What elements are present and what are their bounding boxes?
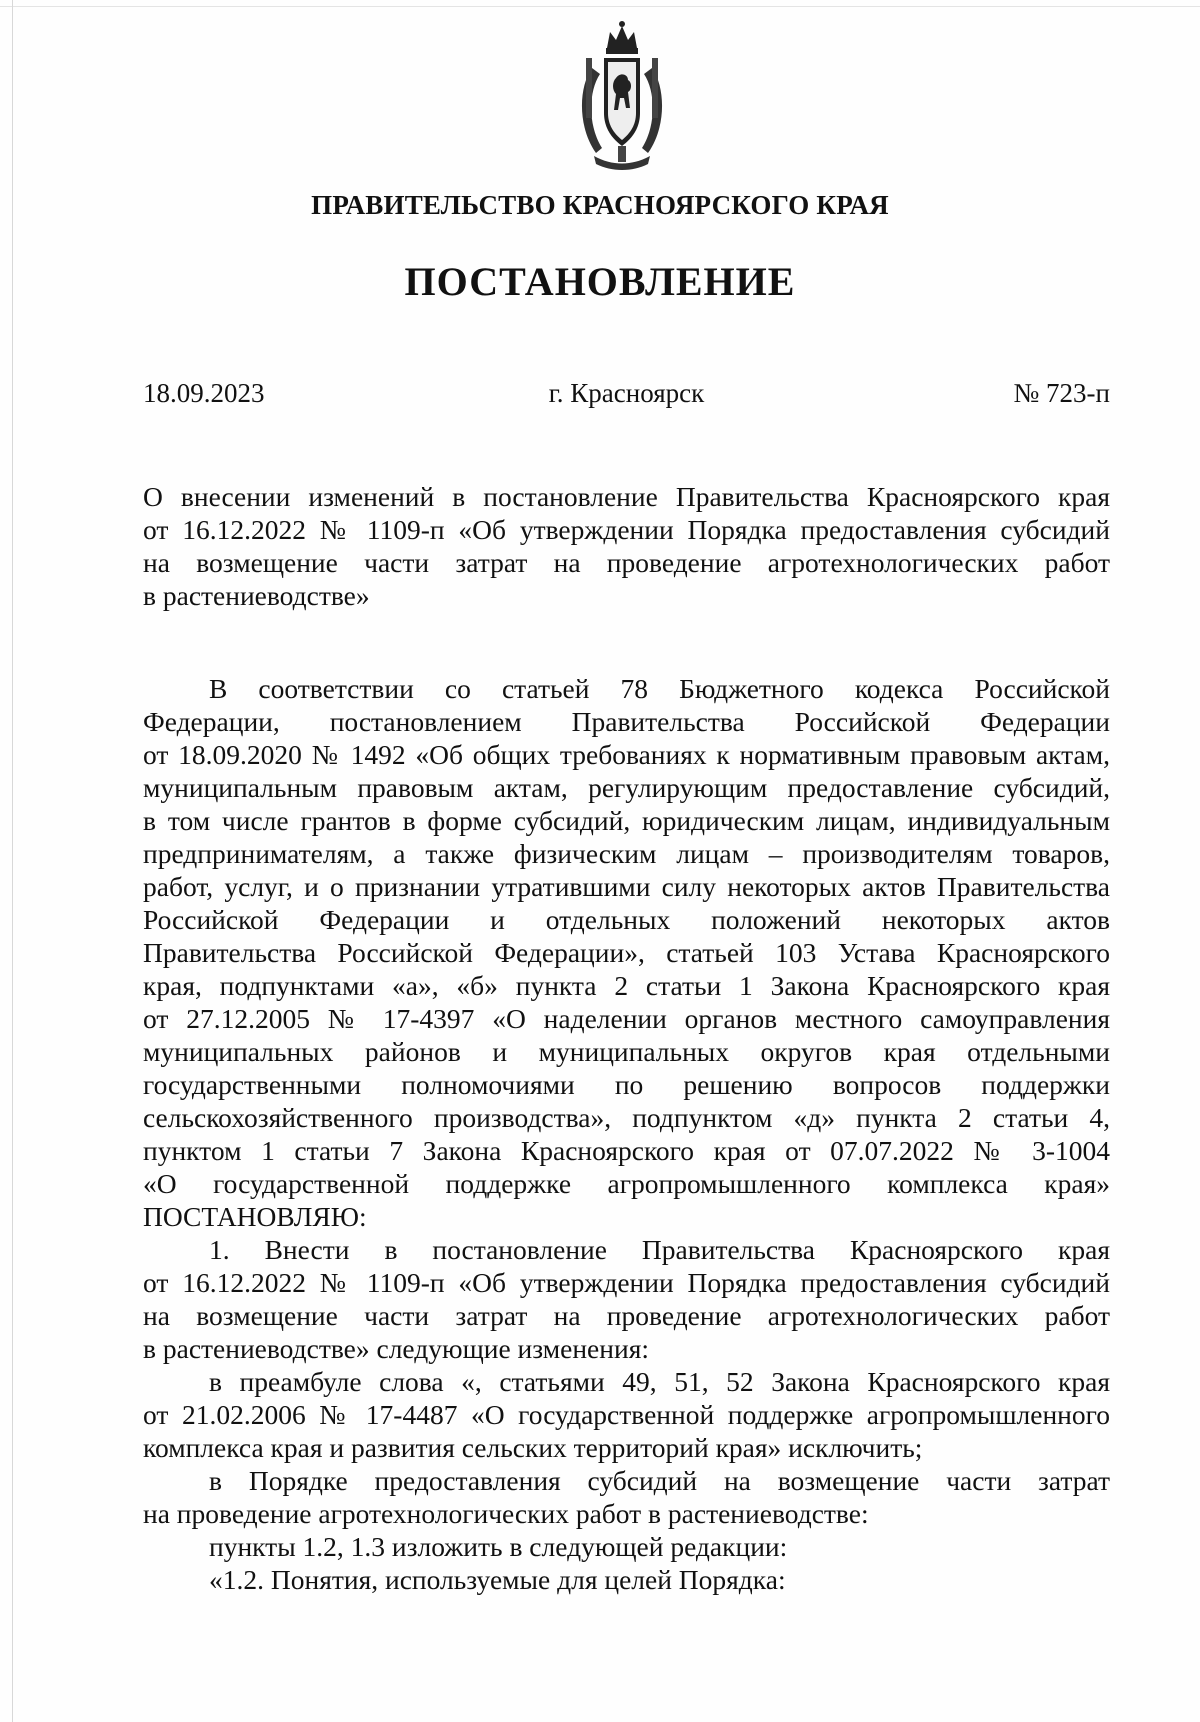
body-line: ПОСТАНОВЛЯЮ: — [143, 1201, 367, 1232]
body-line: от 27.12.2005 № 17-4397 «О наделении органов местного самоуправления — [143, 1003, 1110, 1034]
body-line: пункты 1.2, 1.3 изложить в следующей редакции: — [209, 1531, 788, 1562]
document-body — [143, 672, 1110, 1596]
body-line: в растениеводстве» следующие изменения: — [143, 1333, 649, 1364]
body-line: Федерации, постановлением Правительства Российской Федерации — [143, 706, 1110, 737]
body-line: В соответствии со статьей 78 Бюджетного кодекса Российской — [209, 673, 1110, 704]
body-line: предпринимателям, а также физическим лицам – производителям товаров, — [143, 838, 1110, 869]
body-line: на возмещение части затрат на проведение агротехнологических работ — [143, 1300, 1110, 1331]
body-line: 1. Внести в постановление Правительства Красноярского края — [209, 1234, 1110, 1265]
body-line: в преамбуле слова «, статьями 49, 51, 52 Закона Красноярского края — [209, 1366, 1110, 1397]
document-meta-row — [143, 378, 1110, 418]
document-city: г. Красноярск — [548, 378, 705, 408]
body-line: государственными полномочиями по решению вопросов поддержки — [143, 1069, 1110, 1100]
organization-title: ПРАВИТЕЛЬСТВО КРАСНОЯРСКОГО КРАЯ — [311, 190, 889, 220]
subject-line: на возмещение части затрат на проведение агротехнологических работ — [143, 547, 1110, 578]
body-line: Российской Федерации и отдельных положений некоторых актов — [143, 904, 1110, 935]
body-line: от 18.09.2020 № 1492 «Об общих требованиях к нормативным правовым актам, — [143, 739, 1110, 770]
document-subject — [143, 480, 1110, 612]
body-line: в том числе грантов в форме субсидий, юридическим лицам, индивидуальным — [143, 805, 1110, 836]
subject-line: О внесении изменений в постановление Правительства Красноярского края — [143, 481, 1110, 512]
body-line: «1.2. Понятия, используемые для целей Порядка: — [209, 1564, 786, 1595]
body-line: комплекса края и развития сельских территорий края» исключить; — [143, 1432, 923, 1463]
body-line: от 16.12.2022 № 1109-п «Об утверждении Порядка предоставления субсидий — [143, 1267, 1110, 1298]
body-line: муниципальным правовым актам, регулирующим предоставление субсидий, — [143, 772, 1110, 803]
body-line: муниципальных районов и муниципальных округов края отдельными — [143, 1036, 1110, 1067]
body-line: в Порядке предоставления субсидий на возмещение части затрат — [209, 1465, 1110, 1496]
subject-line: от 16.12.2022 № 1109-п «Об утверждении Порядка предоставления субсидий — [143, 514, 1110, 545]
body-line: работ, услуг, и о признании утратившими силу некоторых актов Правительства — [143, 871, 1110, 902]
body-line: края, подпунктами «а», «б» пункта 2 статьи 1 Закона Красноярского края — [143, 970, 1110, 1001]
subject-line: в растениеводстве» — [143, 580, 370, 611]
body-line: на проведение агротехнологических работ в растениеводстве: — [143, 1498, 869, 1529]
scan-edge-top — [0, 6, 1200, 7]
document-number: № 723-п — [1013, 378, 1110, 408]
document-date: 18.09.2023 — [143, 378, 265, 408]
body-line: от 21.02.2006 № 17-4487 «О государственной поддержке агропромышленного — [143, 1399, 1110, 1430]
body-line: «О государственной поддержке агропромышленного комплекса края» — [143, 1168, 1110, 1199]
document-type-title: ПОСТАНОВЛЕНИЕ — [404, 259, 796, 304]
body-line: пунктом 1 статьи 7 Закона Красноярского края от 07.07.2022 № 3-1004 — [143, 1135, 1110, 1166]
body-line: Правительства Российской Федерации», статьей 103 Устава Красноярского — [143, 937, 1110, 968]
body-line: сельскохозяйственного производства», подпунктом «д» пункта 2 статьи 4, — [143, 1102, 1110, 1133]
coat-of-arms-icon — [572, 18, 672, 178]
